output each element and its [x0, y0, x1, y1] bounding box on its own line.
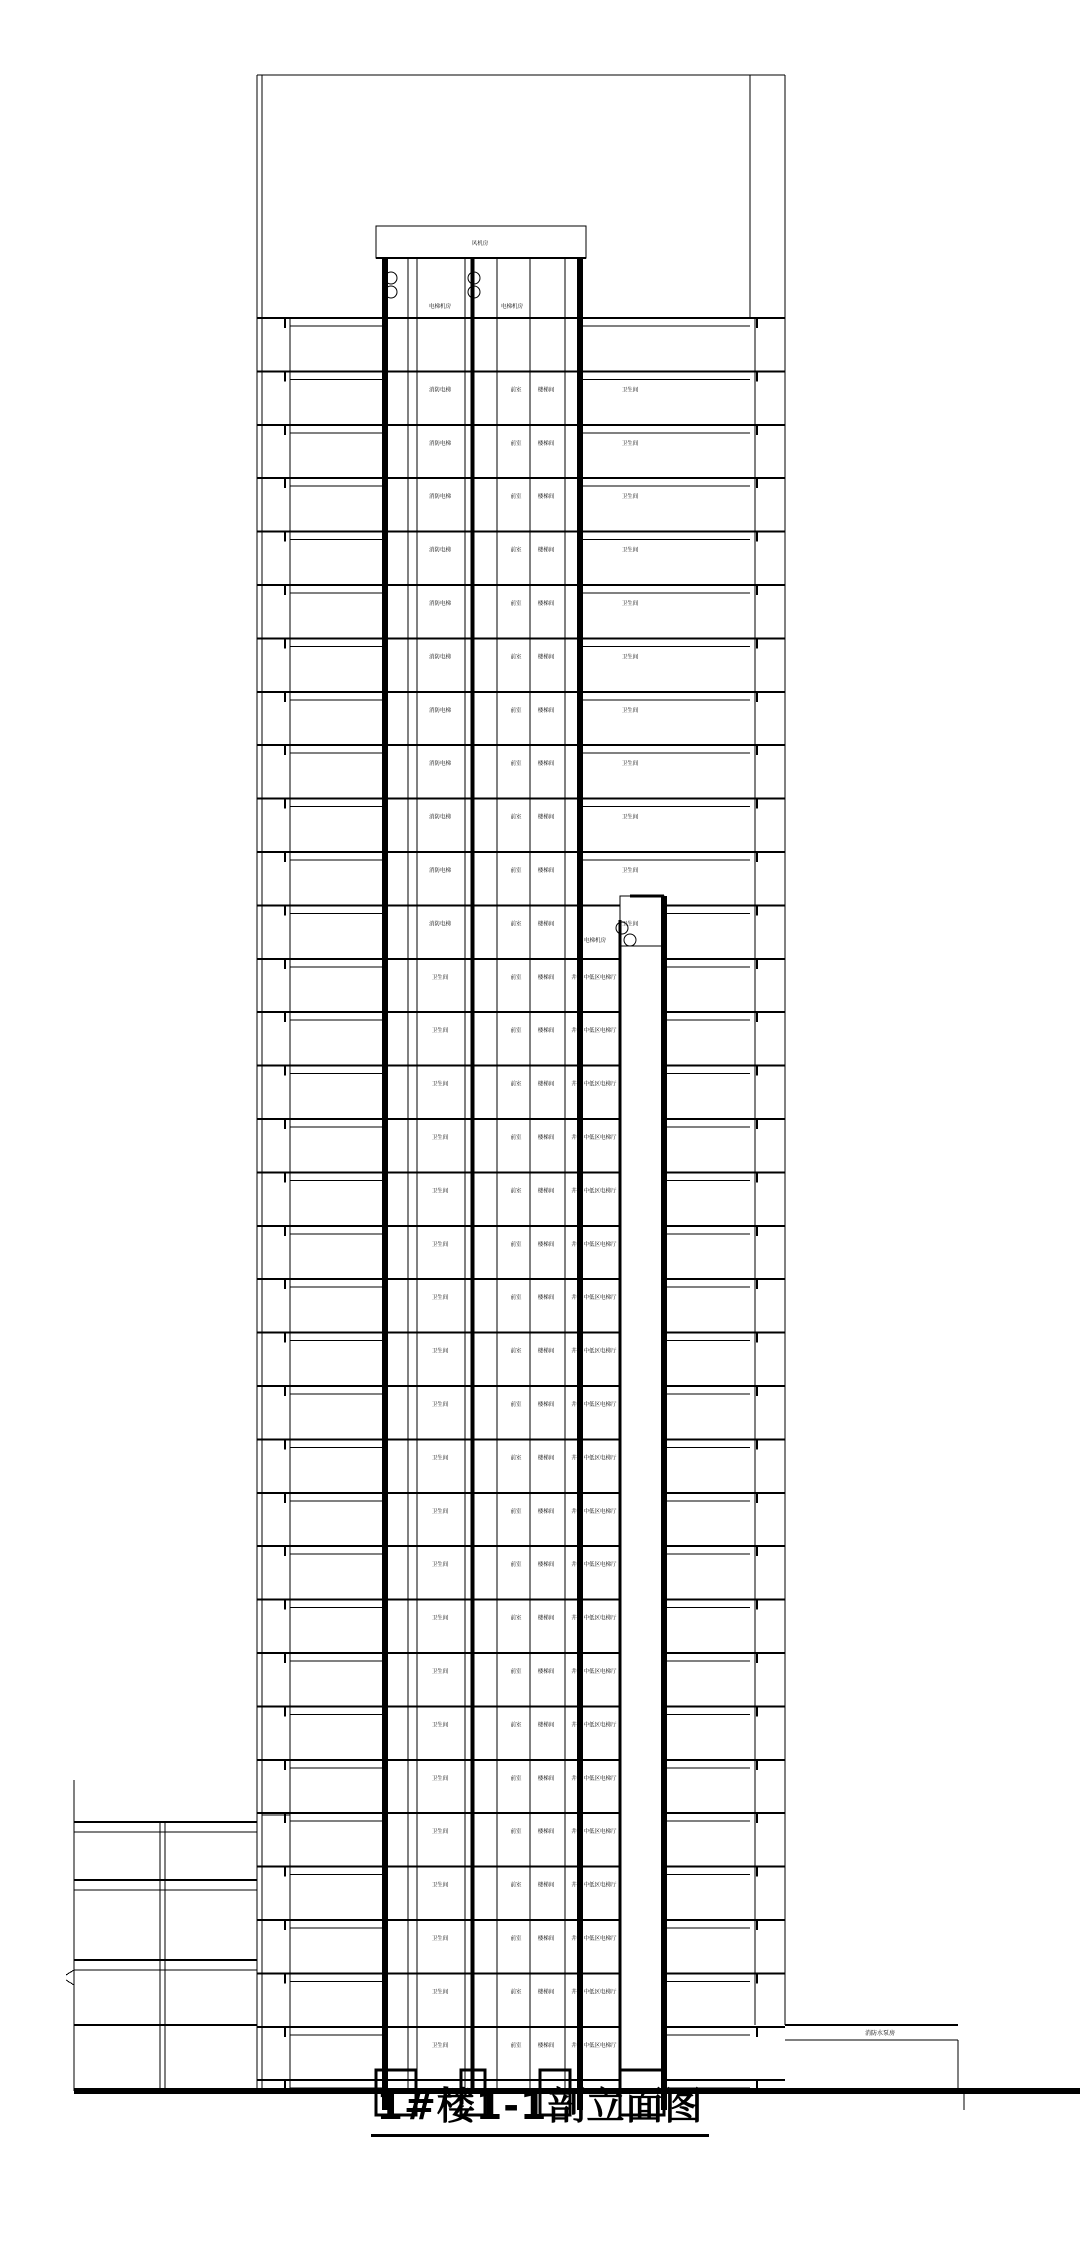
room-label-lobby: 中低区电梯厅 [583, 2042, 617, 2049]
room-label-stair: 楼梯间 [537, 1028, 555, 1035]
room-label-stair: 楼梯间 [537, 1402, 555, 1408]
room-label-shaft: 井 [571, 1936, 577, 1942]
room-label-antechamber: 前室 [510, 921, 522, 928]
room-label-stair: 楼梯间 [537, 2042, 555, 2049]
room-label-toilet: 卫生间 [431, 974, 449, 981]
room-label-stair: 楼梯间 [537, 654, 555, 661]
room-label-toilet: 卫生间 [431, 1615, 449, 1622]
room-label-antechamber: 前室 [510, 1508, 522, 1515]
room-label-toilet: 卫生间 [621, 707, 639, 714]
room-label-lobby: 中低区电梯厅 [583, 1562, 617, 1569]
room-label-toilet: 卫生间 [431, 1402, 449, 1408]
room-label-antechamber: 前室 [510, 707, 522, 714]
room-label-stair: 楼梯间 [537, 1135, 555, 1141]
room-label-lobby: 中低区电梯厅 [583, 1455, 617, 1462]
room-label-lobby: 中低区电梯厅 [583, 1775, 617, 1782]
room-label-shaft: 井 [571, 974, 577, 981]
room-label-fire-elevator: 消防电梯 [428, 601, 452, 607]
room-label-stair: 楼梯间 [537, 1669, 555, 1675]
room-label-shaft: 井 [571, 1295, 577, 1302]
room-label-lobby: 中低区电梯厅 [583, 1615, 617, 1622]
room-label-lobby: 中低区电梯厅 [583, 1081, 617, 1088]
room-label-toilet: 卫生间 [621, 494, 639, 501]
room-label-toilet: 卫生间 [621, 761, 639, 768]
drawing-caption [0, 2075, 1080, 2130]
room-label-antechamber: 前室 [510, 1188, 522, 1195]
room-label-toilet: 卫生间 [621, 654, 639, 661]
room-label-antechamber: 前室 [510, 1669, 522, 1675]
room-label-toilet: 卫生间 [431, 1829, 449, 1836]
room-label-stair: 楼梯间 [537, 1188, 555, 1195]
room-label-shaft: 井 [571, 1188, 577, 1195]
room-label-antechamber: 前室 [510, 868, 522, 874]
room-label-shaft: 井 [571, 1241, 577, 1248]
room-label-toilet: 卫生间 [431, 1722, 449, 1729]
room-label-fire-elevator: 消防电梯 [428, 761, 452, 768]
bottom-label: 消防水泵房 [864, 2030, 896, 2037]
room-label-antechamber: 前室 [510, 1562, 522, 1569]
room-label-shaft: 井 [571, 1081, 577, 1088]
pulley-icon [624, 934, 636, 946]
room-label-stair: 楼梯间 [537, 921, 555, 928]
room-label-toilet: 卫生间 [431, 1669, 449, 1675]
room-label-lobby: 中低区电梯厅 [583, 1028, 617, 1035]
room-label-shaft: 井 [571, 1882, 577, 1889]
room-label-toilet: 卫生间 [431, 1188, 449, 1195]
room-label-lobby: 中低区电梯厅 [583, 1882, 617, 1889]
room-label-fire-elevator: 消防电梯 [428, 921, 452, 928]
room-label-antechamber: 前室 [510, 2042, 522, 2049]
room-label-stair: 楼梯间 [537, 974, 555, 981]
machine-room-label: 电梯机房 [500, 304, 524, 310]
room-label-shaft: 井 [571, 1402, 577, 1408]
room-label-shaft: 井 [571, 1722, 577, 1729]
room-label-stair: 楼梯间 [537, 1562, 555, 1569]
drawing-title: 1#楼1-1剖立面图 [371, 2084, 710, 2137]
room-label-shaft: 井 [571, 1455, 577, 1462]
room-label-toilet: 卫生间 [431, 1241, 449, 1248]
room-label-lobby: 中低区电梯厅 [583, 1135, 617, 1141]
room-label-toilet: 卫生间 [621, 440, 639, 447]
room-label-shaft: 井 [571, 1775, 577, 1782]
room-label-fire-elevator: 消防电梯 [428, 387, 452, 394]
room-label-lobby: 中低区电梯厅 [583, 1989, 617, 1996]
room-label-antechamber: 前室 [510, 1615, 522, 1622]
room-label-fire-elevator: 消防电梯 [428, 494, 452, 501]
room-label-stair: 楼梯间 [537, 440, 555, 447]
room-label-stair: 楼梯间 [537, 1081, 555, 1088]
room-label-toilet: 卫生间 [431, 1295, 449, 1302]
room-label-shaft: 井 [571, 1989, 577, 1996]
room-label-stair: 楼梯间 [537, 1882, 555, 1889]
room-label-toilet: 卫生间 [431, 1028, 449, 1035]
room-label-antechamber: 前室 [510, 1775, 522, 1782]
room-label-stair: 楼梯间 [537, 387, 555, 394]
room-label-stair: 楼梯间 [537, 601, 555, 607]
room-label-lobby: 中低区电梯厅 [583, 1829, 617, 1836]
room-label-stair: 楼梯间 [537, 814, 555, 821]
room-label-antechamber: 前室 [510, 761, 522, 768]
room-label-antechamber: 前室 [510, 654, 522, 661]
room-label-fire-elevator: 消防电梯 [428, 547, 452, 554]
room-label-stair: 楼梯间 [537, 1241, 555, 1248]
room-label-shaft: 井 [571, 1829, 577, 1836]
room-label-antechamber: 前室 [510, 1241, 522, 1248]
room-label-toilet: 卫生间 [431, 1989, 449, 1996]
room-label-toilet: 卫生间 [431, 1562, 449, 1569]
room-label-stair: 楼梯间 [537, 761, 555, 768]
room-label-antechamber: 前室 [510, 1295, 522, 1302]
room-label-antechamber: 前室 [510, 601, 522, 607]
room-label-shaft: 井 [571, 1135, 577, 1141]
room-label-toilet: 卫生间 [431, 1882, 449, 1889]
room-label-toilet: 卫生间 [621, 547, 639, 554]
break-mark [66, 1980, 74, 1985]
room-label-stair: 楼梯间 [537, 1615, 555, 1622]
room-label-shaft: 井 [571, 1348, 577, 1355]
break-mark [66, 1970, 74, 1975]
room-label-lobby: 中低区电梯厅 [583, 1402, 617, 1408]
room-label-toilet: 卫生间 [431, 1081, 449, 1088]
room-label-stair: 楼梯间 [537, 1936, 555, 1942]
room-label-shaft: 井 [571, 1669, 577, 1675]
room-label-antechamber: 前室 [510, 1936, 522, 1942]
room-label-stair: 楼梯间 [537, 1508, 555, 1515]
room-label-antechamber: 前室 [510, 387, 522, 394]
room-label-stair: 楼梯间 [537, 868, 555, 874]
room-label-antechamber: 前室 [510, 1989, 522, 1996]
room-label-shaft: 井 [571, 1562, 577, 1569]
room-label-antechamber: 前室 [510, 814, 522, 821]
room-label-toilet: 卫生间 [621, 868, 639, 874]
room-label-lobby: 中低区电梯厅 [583, 1669, 617, 1675]
room-label-stair: 楼梯间 [537, 1775, 555, 1782]
room-label-lobby: 中低区电梯厅 [583, 974, 617, 981]
room-label-toilet: 卫生间 [431, 1348, 449, 1355]
room-label-stair: 楼梯间 [537, 1455, 555, 1462]
room-label-shaft: 井 [571, 1508, 577, 1515]
room-label-antechamber: 前室 [510, 440, 522, 447]
room-label-lobby: 中低区电梯厅 [583, 1348, 617, 1355]
room-label-toilet: 卫生间 [621, 387, 639, 394]
room-label-lobby: 中低区电梯厅 [583, 1936, 617, 1942]
room-label-shaft: 井 [571, 2042, 577, 2049]
room-label-antechamber: 前室 [510, 1402, 522, 1408]
room-label-lobby: 中低区电梯厅 [583, 1241, 617, 1248]
room-label-toilet: 卫生间 [621, 921, 639, 928]
room-label-shaft: 井 [571, 1028, 577, 1035]
room-label-fire-elevator: 消防电梯 [428, 440, 452, 447]
room-label-stair: 楼梯间 [537, 1348, 555, 1355]
room-label-fire-elevator: 消防电梯 [428, 654, 452, 661]
machine-room-label: 电梯机房 [428, 304, 452, 310]
room-label-stair: 楼梯间 [537, 547, 555, 554]
room-label-stair: 楼梯间 [537, 1722, 555, 1729]
room-label-antechamber: 前室 [510, 1135, 522, 1141]
room-label-shaft: 井 [571, 1615, 577, 1622]
room-label-toilet: 卫生间 [431, 2042, 449, 2049]
room-label-antechamber: 前室 [510, 1882, 522, 1889]
room-label-stair: 楼梯间 [537, 494, 555, 501]
building-structure [66, 75, 1080, 2115]
room-label-toilet: 卫生间 [621, 601, 639, 607]
room-label-antechamber: 前室 [510, 547, 522, 554]
room-label-antechamber: 前室 [510, 1028, 522, 1035]
room-label-antechamber: 前室 [510, 1348, 522, 1355]
room-label-stair: 楼梯间 [537, 1989, 555, 1996]
room-label-antechamber: 前室 [510, 974, 522, 981]
room-label-toilet: 卫生间 [431, 1508, 449, 1515]
room-label-antechamber: 前室 [510, 1081, 522, 1088]
room-label-toilet: 卫生间 [431, 1775, 449, 1782]
room-label-stair: 楼梯间 [537, 1295, 555, 1302]
room-label-fire-elevator: 消防电梯 [428, 814, 452, 821]
room-label-toilet: 卫生间 [431, 1455, 449, 1462]
room-label-fire-elevator: 消防电梯 [428, 707, 452, 714]
room-label-antechamber: 前室 [510, 494, 522, 501]
machine-room-label: 电梯机房 [583, 938, 607, 944]
room-label-antechamber: 前室 [510, 1722, 522, 1729]
room-label-antechamber: 前室 [510, 1829, 522, 1836]
room-label-lobby: 中低区电梯厅 [583, 1295, 617, 1302]
room-label-toilet: 卫生间 [431, 1135, 449, 1141]
room-label-stair: 楼梯间 [537, 707, 555, 714]
room-label-lobby: 中低区电梯厅 [583, 1722, 617, 1729]
roof-label: 风机房 [471, 241, 489, 247]
room-label-toilet: 卫生间 [621, 814, 639, 821]
room-label-toilet: 卫生间 [431, 1936, 449, 1942]
room-label-antechamber: 前室 [510, 1455, 522, 1462]
room-label-lobby: 中低区电梯厅 [583, 1508, 617, 1515]
room-label-fire-elevator: 消防电梯 [428, 868, 452, 874]
room-label-lobby: 中低区电梯厅 [583, 1188, 617, 1195]
room-label-stair: 楼梯间 [537, 1829, 555, 1836]
